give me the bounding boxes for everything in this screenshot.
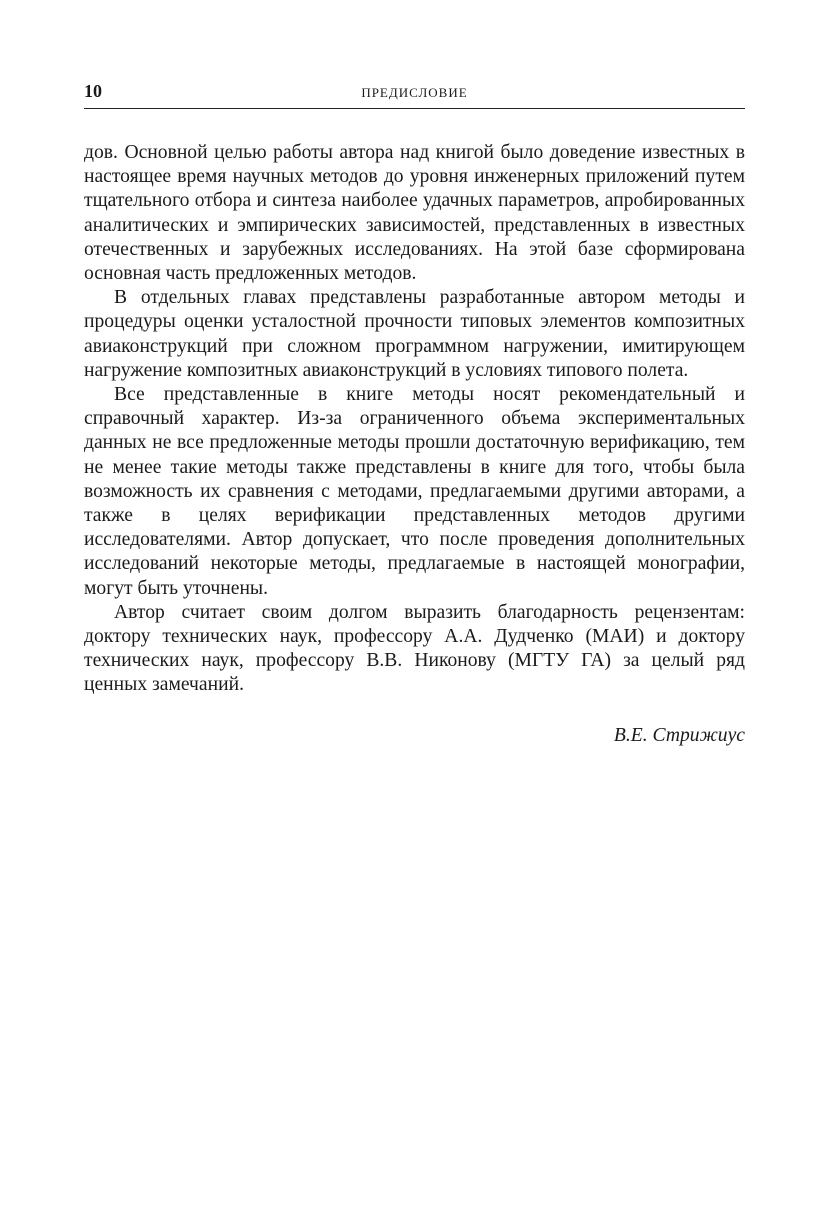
paragraph: В отдельных главах представлены разработанные автором методы и процедуры оценки усталостной прочности типовых элементов композитных авиаконструкций при сложном программном нагружении, имитирующем нагружение композитных авиаконструкций в условиях типового полета. xyxy=(84,287,745,381)
body-text xyxy=(84,141,745,698)
paragraph-continuation: дов. Основной целью работы автора над книгой было доведение известных в настоящее время научных методов до уровня инженерных приложений путем тщательного отбора и синтеза наиболее удачных параметров, апробированных аналитических и эмпирических зависимостей, представленных в известных отечественных и зарубежных исследованиях. На этой базе сформирована основная часть предложенных методов. xyxy=(84,142,745,285)
paragraph: Все представленные в книге методы носят рекомендательный и справочный характер. Из-за ограниченного объема экспериментальных данных не все предложенные методы прошли достаточную верификацию, тем не менее такие методы также представлены в книге для того, чтобы была возможность их сравнения с методами, предлагаемыми другими авторами, а также в целях верификации представленных методов другими исследователями. Автор допускает, что после проведения дополнительных исследований некоторые методы, предлагаемые в настоящей монографии, могут быть уточнены. xyxy=(84,384,745,599)
author-signature: В.Е. Стрижиус xyxy=(613,724,745,746)
section-title: ПРЕДИСЛОВИЕ xyxy=(361,85,468,100)
running-head xyxy=(84,78,745,109)
page-number: 10 xyxy=(84,81,102,101)
book-page xyxy=(84,78,745,748)
paragraph: Автор считает своим долгом выразить благодарность рецензентам: доктору технических наук, профессору А.А. Дудченко (МАИ) и доктору технических наук, профессору В.В. Никонову (МГТУ ГА) за целый ряд ценных замечаний. xyxy=(84,601,745,696)
